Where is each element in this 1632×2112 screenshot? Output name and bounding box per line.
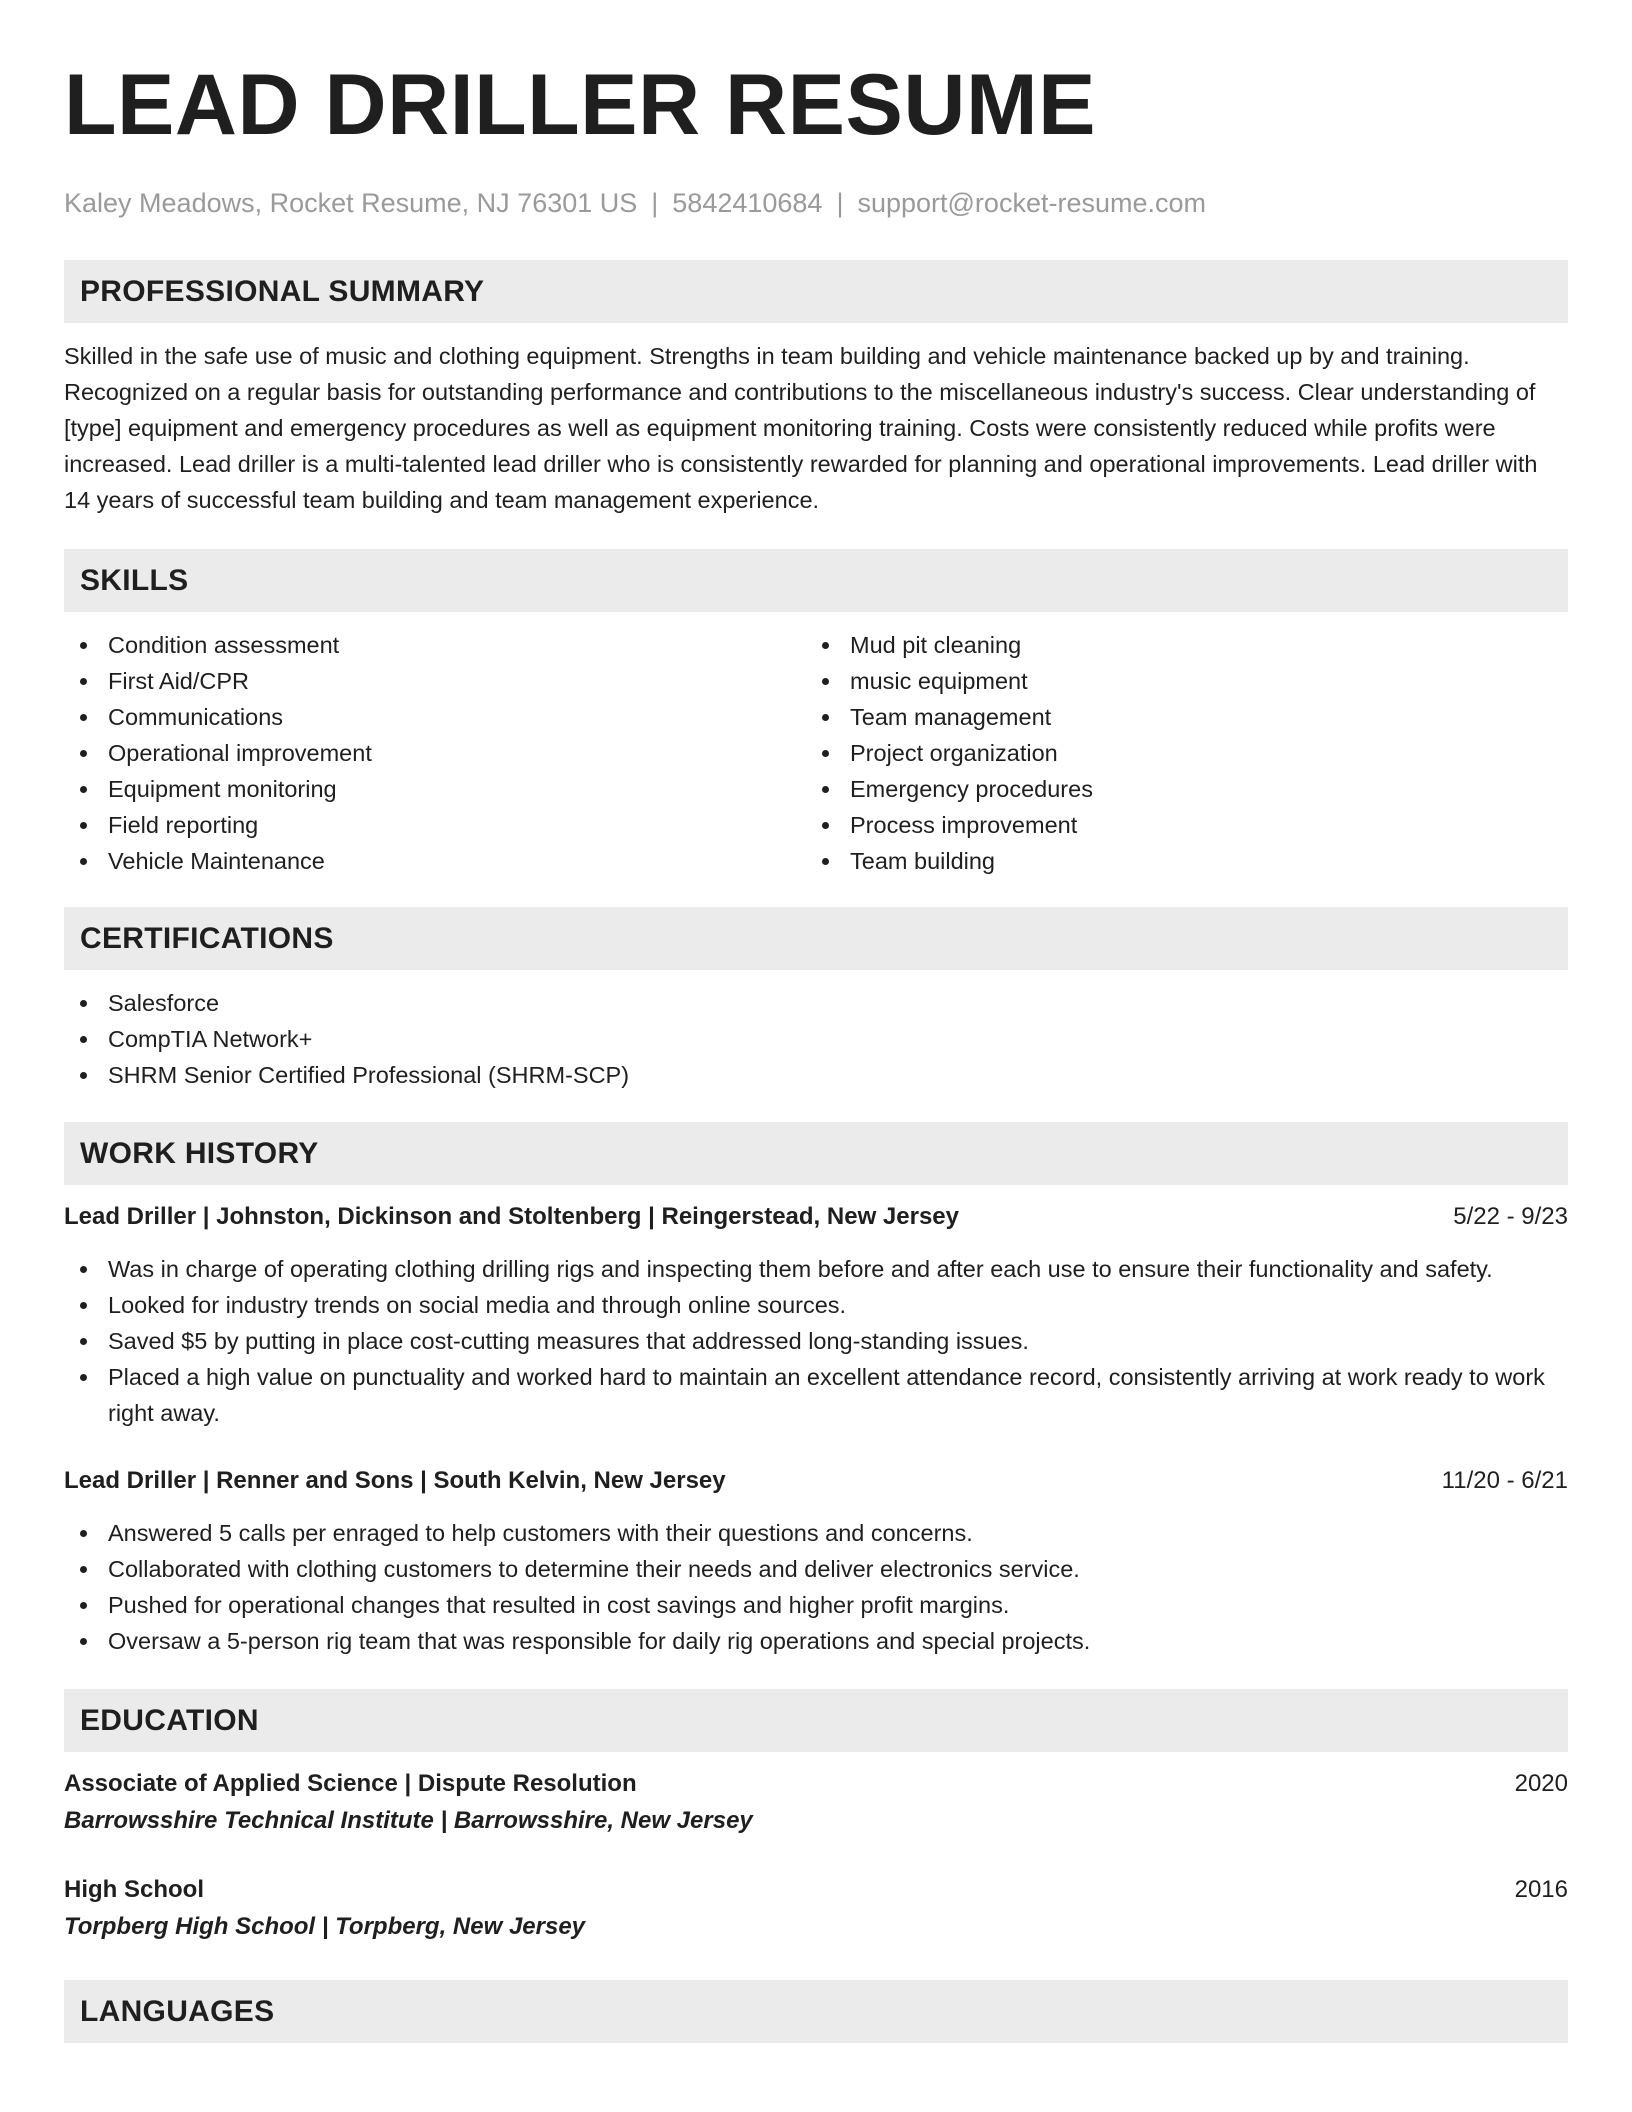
skill-item: music equipment [806,663,1548,699]
education-entry [64,1872,1568,1946]
skill-item: Team management [806,699,1548,735]
summary-text: Skilled in the safe use of music and clothing equipment. Strengths in team building and vehicle maintenance backed up by and training. Recognized on a regular basis for outstanding performance and contributions to the miscellaneous industry's success. Clear understanding of [type] equipment and emergency procedures as well as equipment monitoring training. Costs were consistently reduced while profits were increased. Lead driller is a multi-talented lead driller who is consistently rewarded for planning and operational improvements. Lead driller with 14 years of successful team building and team management experience. [64,343,1538,513]
job-bullet: Placed a high value on punctuality and worked hard to maintain an excellent attendance record, consistently arriving at work ready to work right away. [64,1359,1568,1431]
education-entry [64,1766,1568,1840]
skill-item: Emergency procedures [806,771,1548,807]
summary-section-header: PROFESSIONAL SUMMARY [64,260,1568,323]
skill-item: Process improvement [806,807,1548,843]
certifications-list [64,985,1568,1093]
skill-item: Communications [64,699,806,735]
resume-title: LEAD DRILLER RESUME [64,57,1096,153]
job-bullet: Pushed for operational changes that resulted in cost savings and higher profit margins. [64,1587,1568,1623]
education-section-header: EDUCATION [64,1689,1568,1752]
skill-item: Mud pit cleaning [806,627,1548,663]
job-bullet: Oversaw a 5-person rig team that was responsible for daily rig operations and special projects. [64,1623,1568,1659]
skills-list-left [64,627,806,879]
education-year: 2016 [1514,1876,1568,1903]
certification-item: SHRM Senior Certified Professional (SHRM-SCP) [64,1057,1568,1093]
skill-item: Vehicle Maintenance [64,843,806,879]
skill-item: Operational improvement [64,735,806,771]
skills-section-header: SKILLS [64,549,1568,612]
job-dates: 5/22 - 9/23 [1453,1203,1568,1230]
skills-grid [64,627,1568,879]
certification-item: Salesforce [64,985,1568,1021]
job-bullets [64,1515,1568,1659]
skill-item: First Aid/CPR [64,663,806,699]
education-year: 2020 [1514,1770,1568,1797]
job-bullet: Answered 5 calls per enraged to help customers with their questions and concerns. [64,1515,1568,1551]
job-bullet: Collaborated with clothing customers to determine their needs and deliver electronics service. [64,1551,1568,1587]
education-header [64,1872,1568,1908]
skill-item: Field reporting [64,807,806,843]
contact-separator: | [651,188,659,218]
education-degree: Associate of Applied Science | Dispute Resolution [64,1770,637,1797]
job-bullet: Was in charge of operating clothing drilling rigs and inspecting them before and after each use to ensure their functionality and safety. [64,1251,1568,1287]
skill-item: Equipment monitoring [64,771,806,807]
job-entry [64,1463,1568,1659]
education-school: Torpberg High School | Torpberg, New Jersey [64,1913,586,1940]
skill-item: Project organization [806,735,1548,771]
skills-list-right [806,627,1548,879]
skill-item: Condition assessment [64,627,806,663]
certifications-section-header: CERTIFICATIONS [64,907,1568,970]
contact-line [64,186,1568,220]
job-bullet: Looked for industry trends on social media and through online sources. [64,1287,1568,1323]
job-title: Lead Driller | Johnston, Dickinson and Stoltenberg | Reingerstead, New Jersey [64,1203,959,1230]
work-history-section-header: WORK HISTORY [64,1122,1568,1185]
job-header [64,1463,1568,1499]
contact-address: Kaley Meadows, Rocket Resume, NJ 76301 US [64,188,638,218]
job-header [64,1199,1568,1235]
skill-item: Team building [806,843,1548,879]
contact-separator: | [836,188,844,218]
education-degree: High School [64,1876,204,1903]
contact-phone: 5842410684 [672,188,823,218]
job-dates: 11/20 - 6/21 [1441,1467,1568,1494]
languages-section-header: LANGUAGES [64,1980,1568,2043]
education-school: Barrowsshire Technical Institute | Barrowsshire, New Jersey [64,1807,753,1834]
job-bullets [64,1251,1568,1431]
contact-email[interactable]: support@rocket-resume.com [857,188,1206,218]
job-bullet: Saved $5 by putting in place cost-cutting measures that addressed long-standing issues. [64,1323,1568,1359]
certification-item: CompTIA Network+ [64,1021,1568,1057]
job-entry [64,1199,1568,1431]
job-title: Lead Driller | Renner and Sons | South Kelvin, New Jersey [64,1467,726,1494]
education-header [64,1766,1568,1802]
